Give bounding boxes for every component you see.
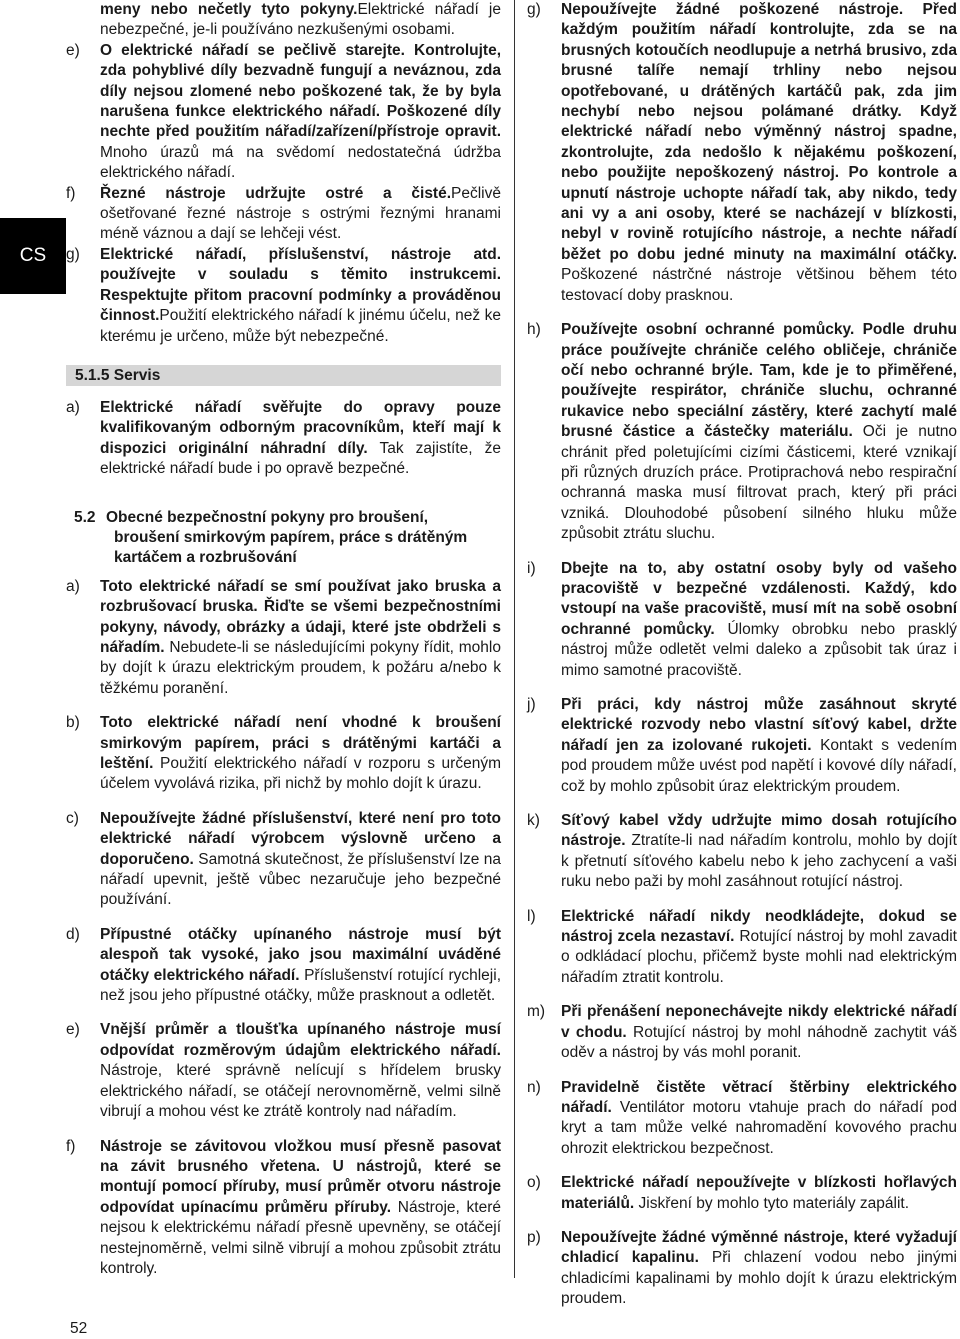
item-marker: j)	[527, 696, 536, 713]
normal-text: Ztratíte-li nad nářadím kontrolu, mohlo by dojít k přetnutí síťového kabelu nebo k jeho zachycení a vaši ruku nebo paži by mohl zasáhnout rotující nástroj.	[561, 832, 957, 891]
continued-paragraph	[66, 0, 501, 41]
bold-text: Nepoužívejte žádné výměnné nástroje, které vyžadují chladicí kapalinu.	[561, 1228, 957, 1267]
item-marker: g)	[527, 1, 541, 18]
list-item	[66, 245, 501, 347]
bold-text: Nástroje se závitovou vložkou musí přesně pasovat na závit brusného vřetena. U nástrojů, které se montují pomocí příruby, musí průměr otvoru nástroje odpovídat upínacímu průměru příruby.	[100, 1137, 501, 1216]
section-heading-servis: 5.1.5 Servis	[66, 365, 501, 386]
list-item	[66, 41, 501, 184]
bold-text: Při přenášení neponechávejte nikdy elektrické nářadí v chodu.	[561, 1003, 957, 1041]
item-marker: i)	[527, 559, 536, 577]
bold-text: O elektrické nářadí se pečlivě starejte. Kontrolujte, zda pohyblivé díly bezvadně fungují a neváznou, zda díly nejsou zlomené nebo poškozené tak, že by byla narušena funkce elektrického nářadí. Poškozené díly nechte před použitím nářadí/zařízení/přístroje opravit.	[100, 41, 501, 141]
item-marker: c)	[66, 809, 79, 827]
bold-text: Vnější průměr a tloušťka upínaného nástroje musí odpovídat rozměrovým údajům elektrického nářadí.	[100, 1021, 501, 1059]
section-number: 5.2	[74, 508, 96, 526]
bold-text: Nepoužívejte žádné poškozené nástroje. Před každým použitím nářadí kontrolujte, zda se na brusných kotoučích neodlupuje a netrhá brusivo, zda brusné talíře nemají trhliny nebo nejsou opotřebované, u drátěných kartáčů pak, zda jim nechybí nebo nejsou polámané drátky. Když elektrické nářadí nebo výměnný nástroj spadne, zkontrolujte, zda nedošlo k nějakému poškození, nebo použijte nepoškozený nástroj. Po kontrole a upnutí nástroje uchopte nářadí tak, aby nikdo, tedy ani vy a ani osoby, které se nacházejí v blízkosti, nebyl v rovině rotujícího nástroje, a nechte nářadí běžet po dobu jedné minuty na maximální otáčky.	[561, 1, 957, 263]
bold-text: Elektrické nářadí nikdy neodkládejte, dokud se nástroj zcela nezastaví.	[561, 907, 957, 946]
item-marker: d)	[66, 925, 80, 943]
list-item	[66, 713, 501, 795]
item-marker: f)	[66, 1137, 76, 1155]
item-marker: e)	[66, 1021, 80, 1039]
item-marker: p)	[527, 1228, 541, 1246]
list-item	[66, 184, 501, 245]
item-marker: g)	[66, 245, 80, 263]
bold-text: Přípustné otáčky upínaného nástroje musí být alespoň tak vysoké, jako jsou maximální uváděné otáčky elektrického nářadí.	[100, 925, 501, 984]
item-marker: o)	[527, 1174, 541, 1192]
list-item	[527, 0, 957, 306]
list-item	[66, 577, 501, 699]
bold-text: Dbejte na to, aby ostatní osoby byly od vašeho pracoviště v bezpečné vzdálenosti. Každý, kdo vstoupí na vaše pracoviště, musí mít na sobě osobní ochranné pomůcky.	[561, 559, 957, 638]
normal-text: Pečlivě ošetřované řezné nástroje s ostrými řeznými hranami méně váznou a dají se lehčeji vést.	[100, 184, 501, 243]
right-column	[527, 0, 957, 1310]
item-marker: b)	[66, 714, 80, 732]
list-item	[66, 398, 501, 480]
bold-text: Elektrické nářadí svěřujte do opravy pouze kvalifikovaným odborným pracovníkům, kteří mají k dispozici originální náhradní díly.	[100, 398, 501, 457]
list-item	[527, 1173, 957, 1214]
bold-text: Toto elektrické nářadí není vhodné k broušení smirkovým papírem, práci s drátěnými kartáči a leštění.	[100, 714, 501, 772]
bold-text: Síťový kabel vždy udržujte mimo dosah rotujícího nástroje.	[561, 812, 957, 850]
normal-text: Použití elektrického nářadí k jinému účelu, než ke kterému je určeno, může být nebezpečné.	[100, 307, 501, 345]
list-item	[66, 925, 501, 1007]
list-item	[66, 1137, 501, 1280]
normal-text: Kontakt s vedením pod proudem může uvést pod napětí i kovové díly nářadí, což by mohlo způsobit úraz elektrickým proudem.	[561, 736, 957, 795]
normal-text: Poškozené nástrčné nástroje většinou během této testovací doby prasknou.	[561, 266, 957, 304]
section-title-line2: broušení smirkovým papírem, práce s drátěným kartáčem a rozbrušování	[114, 528, 468, 567]
list-item	[527, 811, 957, 893]
bold-text: Toto elektrické nářadí se smí používat jako bruska a rozbrušovací bruska. Řiďte se všemi bezpečnostními pokyny, návody, obrázky a údaji, které jste obdrželi s nářadím.	[100, 577, 501, 656]
normal-text: Rotující nástroj by mohl zavadit o odkládací plochu, přičemž byste mohli nad elektrickým nářadím ztratit kontrolu.	[561, 928, 957, 986]
normal-text: Tak zajistíte, že elektrické nářadí bude i po opravě bezpečné.	[100, 439, 501, 478]
item-marker: f)	[66, 184, 76, 202]
normal-text: Elektrické nářadí je nebezpečné, je-li používáno nezkušenými osobami.	[100, 1, 501, 39]
section-heading-5-2	[66, 508, 501, 569]
normal-text: Rotující nástroj by mohl náhodně zachytit váš oděv a nástroj by vás mohl poranit.	[561, 1023, 957, 1062]
page-number: 52	[70, 1320, 88, 1337]
item-marker: h)	[527, 321, 541, 339]
normal-text: Mnoho úrazů má na svědomí nedostatečná údržba elektrického nářadí.	[100, 143, 501, 182]
normal-text: Ventilátor motoru vtahuje prach do nářadí pod kryt a tam může velké nahromadění kovového prachu ohrozit elektrickou bezpečnost.	[561, 1098, 957, 1157]
normal-text: Jiskření by mohlo tyto materiály zapálit.	[634, 1194, 910, 1212]
bold-text: Elektrické nářadí nepoužívejte v blízkosti hořlavých materiálů.	[561, 1174, 957, 1212]
item-marker: m)	[527, 1003, 546, 1021]
item-marker: l)	[527, 907, 536, 925]
normal-text: Úlomky obrobku nebo prasklý nástroj může odletět velmi daleko a způsobit tak úraz i mimo samotné pracoviště.	[561, 620, 957, 679]
bold-text: Používejte osobní ochranné pomůcky. Podle druhu práce používejte chrániče celého obličeje, chrániče očí nebo ochranné brýle. Tam, kde je to přiměřené, používejte respirátor, chrániče sluchu, ochranné rukavice nebo speciální zástěry, které zachytí malé brusné částice a částečky materiálu.	[561, 321, 957, 441]
normal-text: Samotná skutečnost, že příslušenství lze na nářadí upevnit, ještě vůbec nezaručuje jeho bezpečné používání.	[100, 850, 501, 909]
list-item	[527, 1228, 957, 1310]
section-title-line1: Obecné bezpečnostní pokyny pro broušení,	[106, 508, 429, 526]
list-item	[527, 320, 957, 544]
bold-text: meny nebo nečetly tyto pokyny.	[100, 1, 358, 18]
normal-text: Použití elektrického nářadí v rozporu s určeným účelem vyvolává rizika, při nichž by mohlo dojít k úrazu.	[100, 755, 501, 793]
list-item	[527, 1002, 957, 1063]
language-tab: CS	[0, 218, 66, 294]
normal-text: Při chlazení vodou nebo jinými chladicími kapalinami by mohlo dojít k úrazu elektrickým proudem.	[561, 1249, 957, 1308]
list-item	[527, 559, 957, 681]
bold-text: Pravidelně čistěte větrací štěrbiny elektrického nářadí.	[561, 1078, 957, 1116]
normal-text: Oči je nutno chránit před poletujícími cizími částicemi, které vznikají při různých druzích práce. Protiprachová nebo respirační ochranná maska musí filtrovat prach, který při práci vzniká. Dlouhodobé působení silného hluku může způsobit ztrátu sluchu.	[561, 423, 957, 543]
normal-text: Nástroje, které nejsou k elektrickému nářadí přesně upevněny, se otáčejí nestejnoměrně, velmi silně vibrují a mohou způsobit ztrátu kontroly.	[100, 1198, 501, 1277]
list-item	[527, 907, 957, 989]
bold-text: Nepoužívejte žádné příslušenství, které není pro toto elektrické nářadí výrobcem výslovně určeno a doporučeno.	[100, 809, 501, 868]
item-marker: e)	[66, 41, 80, 59]
item-marker: n)	[527, 1078, 541, 1096]
column-divider	[514, 0, 515, 1278]
normal-text: Nebudete-li se následujícími pokyny řídit, mohlo by dojít k úrazu elektrickým proudem, k požáru a/nebo k těžkému poranění.	[100, 638, 501, 697]
bold-text: Při práci, kdy nástroj může zasáhnout skryté elektrické rozvody nebo vlastní síťový kabel, držte nářadí jen za izolované rukojeti.	[561, 696, 957, 754]
item-marker: a)	[66, 398, 80, 416]
normal-text: Nástroje, které správně nelícují s hřídelem brusky elektrického nářadí, se otáčejí nerovnoměrně, velmi silně vibrují a mohou vést ke ztrátě kontroly nad nářadím.	[100, 1062, 501, 1121]
item-marker: a)	[66, 577, 80, 595]
list-item	[527, 695, 957, 797]
list-item	[66, 1020, 501, 1122]
left-column	[66, 0, 501, 1279]
bold-text: Elektrické nářadí, příslušenství, nástroje atd. používejte v souladu s těmito instrukcemi. Respektujte přitom pracovní podmínky a prováděnou činnost.	[100, 245, 501, 325]
normal-text: Příslušenství rotující rychleji, než jsou jeho přípustné otáčky, může prasknout a odletět.	[100, 966, 501, 1005]
list-item	[66, 809, 501, 911]
bold-text: Řezné nástroje udržujte ostré a čisté.	[100, 184, 452, 202]
list-item	[527, 1078, 957, 1160]
item-marker: k)	[527, 812, 540, 830]
